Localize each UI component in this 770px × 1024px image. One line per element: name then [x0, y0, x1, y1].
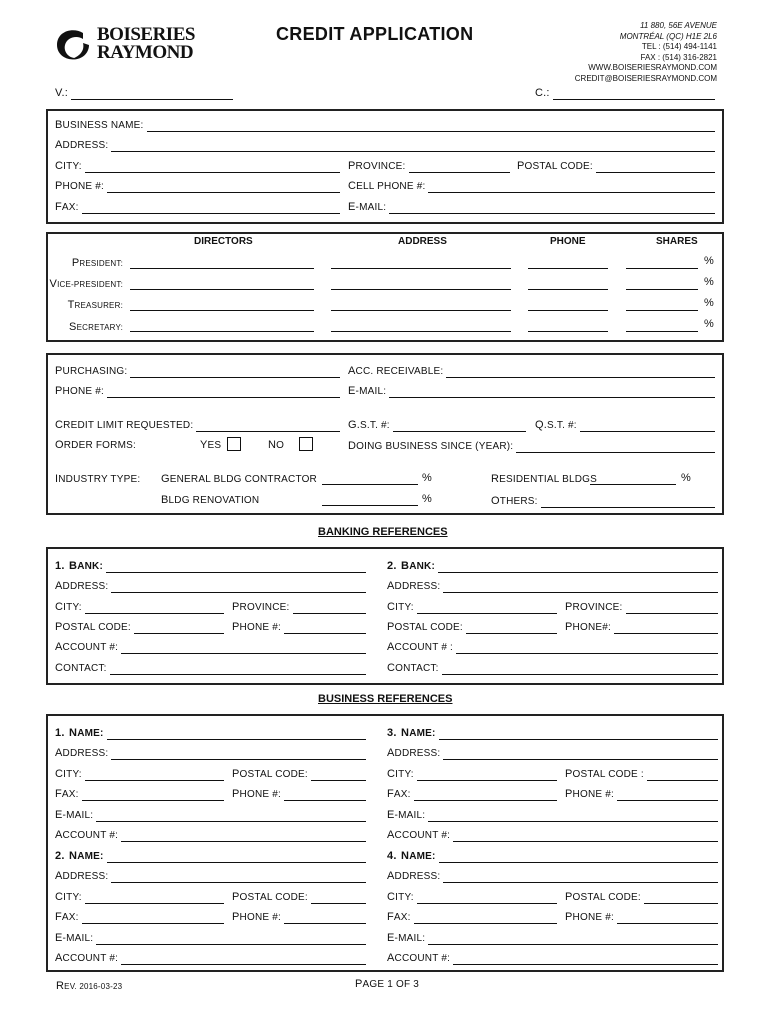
- directors-box: [46, 232, 724, 342]
- business-address-field[interactable]: [55, 138, 715, 152]
- name-label: NAME:: [401, 727, 436, 739]
- ref2-account-field[interactable]: [55, 951, 366, 965]
- secretary-name-line[interactable]: [130, 331, 314, 332]
- address-line[interactable]: [443, 582, 718, 593]
- name-line[interactable]: [107, 729, 366, 740]
- order-forms-label: ORDER FORMS:: [55, 439, 136, 451]
- contact-label: CONTACT:: [55, 662, 107, 674]
- shares-header: SHARES: [656, 236, 698, 247]
- address-line: 11 880, 56E AVENUE: [640, 21, 717, 30]
- province-field[interactable]: [348, 159, 510, 173]
- bank2-address-field[interactable]: [387, 579, 718, 593]
- ref3-email-field[interactable]: [387, 808, 718, 822]
- doing-business-field[interactable]: [348, 439, 715, 453]
- account-label: ACCOUNT #:: [387, 829, 451, 841]
- email-field[interactable]: [348, 200, 715, 214]
- purchasing-line[interactable]: [130, 367, 340, 378]
- phone-label: PHONE #:: [232, 621, 281, 633]
- address-line: CREDIT@BOISERIESRAYMOND.COM: [574, 73, 717, 83]
- purchasing-label: PURCHASING:: [55, 365, 128, 377]
- cell-phone-line[interactable]: [428, 182, 715, 193]
- percent-sign: %: [704, 318, 714, 330]
- percent-sign: %: [704, 276, 714, 288]
- doing-business-line[interactable]: [516, 442, 715, 453]
- account-label: ACCOUNT #:: [55, 952, 119, 964]
- address-line[interactable]: [111, 749, 366, 760]
- email-line[interactable]: [96, 811, 366, 822]
- ref2-email-field[interactable]: [55, 931, 366, 945]
- qst-field[interactable]: [535, 418, 715, 432]
- postal-code-line[interactable]: [134, 623, 224, 634]
- bank1-phone-field[interactable]: [232, 620, 366, 634]
- general-contractor-line[interactable]: [322, 484, 418, 485]
- fax-field[interactable]: [55, 200, 340, 214]
- city-line[interactable]: [85, 770, 224, 781]
- ref1-email-field[interactable]: [55, 808, 366, 822]
- treasurer-address-line[interactable]: [331, 310, 511, 311]
- fax-label: FAX:: [387, 911, 411, 923]
- ref3-account-field[interactable]: [387, 828, 718, 842]
- postal-code-label: POSTAL CODE:: [387, 621, 463, 633]
- province-line[interactable]: [409, 162, 511, 173]
- address-line: MONTRÉAL (QC) H1E 2L6: [619, 31, 717, 41]
- postal-code-line[interactable]: [466, 623, 557, 634]
- bank1-province-field[interactable]: [232, 600, 366, 614]
- vice-president-shares-line[interactable]: [626, 289, 698, 290]
- city-label: CITY:: [387, 891, 414, 903]
- phone-label: PHONE #:: [55, 385, 104, 397]
- ref1-account-field[interactable]: [55, 828, 366, 842]
- name-label: NAME:: [69, 727, 104, 739]
- percent-sign: %: [422, 472, 432, 484]
- acc-receivable-label: ACC. RECEIVABLE:: [348, 365, 444, 377]
- phone-label: PHONE #:: [565, 788, 614, 800]
- bank-label: BANK:: [401, 560, 435, 572]
- city-label: CITY:: [387, 768, 414, 780]
- gst-label: G.S.T. #:: [348, 419, 390, 431]
- postal-code-label: POSTAL CODE:: [517, 160, 593, 172]
- fax-label: FAX:: [387, 788, 411, 800]
- bank-label: BANK:: [69, 560, 103, 572]
- fax-line[interactable]: [414, 913, 557, 924]
- city-label: CITY:: [55, 891, 82, 903]
- account-line[interactable]: [121, 954, 366, 965]
- city-field[interactable]: [55, 159, 340, 173]
- ref2-address-field[interactable]: [55, 869, 366, 883]
- contact-line[interactable]: [442, 664, 718, 675]
- account-label: ACCOUNT #:: [55, 641, 119, 653]
- treasurer-label: TREASURER:: [67, 299, 123, 311]
- company-logo: [53, 25, 213, 65]
- bank1-postal-field[interactable]: [55, 620, 224, 634]
- city-label: CITY:: [387, 601, 414, 613]
- account-label: ACCOUNT #:: [55, 829, 119, 841]
- postal-code-field[interactable]: [517, 159, 715, 173]
- general-contractor-label: GENERAL BLDG CONTRACTOR: [161, 473, 317, 485]
- city-line[interactable]: [85, 603, 224, 614]
- account-line[interactable]: [456, 643, 718, 654]
- fax-label: FAX:: [55, 788, 79, 800]
- phone-line[interactable]: [284, 623, 366, 634]
- vice-president-name-line[interactable]: [130, 289, 314, 290]
- treasurer-name-line[interactable]: [130, 310, 314, 311]
- address-line: FAX : (514) 316-2821: [640, 52, 717, 62]
- purchasing-phone-field[interactable]: [55, 384, 340, 398]
- email-line[interactable]: [428, 811, 718, 822]
- postal-code-label: POSTAL CODE:: [232, 891, 308, 903]
- ref4-number: 4.: [387, 850, 397, 862]
- ref4-account-field[interactable]: [387, 951, 718, 965]
- credit-limit-label: CREDIT LIMIT REQUESTED:: [55, 419, 194, 431]
- ref4-email-field[interactable]: [387, 931, 718, 945]
- credit-limit-field[interactable]: [55, 418, 340, 432]
- account-label: ACCOUNT #:: [387, 952, 451, 964]
- president-shares-line[interactable]: [626, 268, 698, 269]
- business-references-title: BUSINESS REFERENCES: [318, 693, 453, 705]
- ref4-postal-field[interactable]: [565, 890, 718, 904]
- ref3-number: 3.: [387, 727, 397, 739]
- city-label: CITY:: [55, 768, 82, 780]
- name-line[interactable]: [107, 852, 366, 863]
- ref3-address-field[interactable]: [387, 746, 718, 760]
- ref3-postal-field[interactable]: [565, 767, 718, 781]
- yes-checkbox[interactable]: [227, 437, 241, 451]
- phone-line[interactable]: [284, 790, 366, 801]
- fax-line[interactable]: [82, 203, 340, 214]
- phone-line[interactable]: [614, 623, 718, 634]
- ref4-phone-field[interactable]: [565, 910, 718, 924]
- ref1-phone-field[interactable]: [232, 787, 366, 801]
- gst-line[interactable]: [393, 421, 526, 432]
- percent-sign: %: [422, 493, 432, 505]
- province-label: PROVINCE:: [232, 601, 290, 613]
- province-line[interactable]: [626, 603, 719, 614]
- contact-line[interactable]: [110, 664, 366, 675]
- address-label: ADDRESS:: [387, 747, 441, 759]
- address-label: ADDRESS:: [55, 870, 109, 882]
- bank1-account-field[interactable]: [55, 640, 366, 654]
- bank2-line[interactable]: [438, 562, 718, 573]
- ref1-postal-field[interactable]: [232, 767, 366, 781]
- email-label: E-MAIL:: [348, 385, 387, 397]
- others-field[interactable]: [491, 494, 715, 508]
- bank1-number: 1.: [55, 560, 65, 572]
- city-line[interactable]: [85, 893, 224, 904]
- account-label: ACCOUNT # :: [387, 641, 454, 653]
- address-label: ADDRESS:: [55, 139, 109, 151]
- others-line[interactable]: [541, 497, 715, 508]
- c-line[interactable]: [553, 89, 715, 100]
- others-label: OTHERS:: [491, 495, 538, 507]
- secretary-phone-line[interactable]: [528, 331, 608, 332]
- province-label: PROVINCE:: [348, 160, 406, 172]
- ref3-fax-field[interactable]: [387, 787, 557, 801]
- address-label: ADDRESS:: [55, 747, 109, 759]
- bank1-line[interactable]: [106, 562, 366, 573]
- email-label: E-MAIL:: [387, 932, 426, 944]
- address-line[interactable]: [443, 749, 718, 760]
- postal-code-label: POSTAL CODE:: [565, 891, 641, 903]
- email-label: E-MAIL:: [55, 932, 94, 944]
- business-name-label: BUSINESS NAME:: [55, 119, 144, 131]
- ref1-address-field[interactable]: [55, 746, 366, 760]
- postal-code-line[interactable]: [644, 893, 718, 904]
- fax-label: FAX:: [55, 201, 79, 213]
- v-line[interactable]: [71, 89, 233, 100]
- secretary-label: SECRETARY:: [69, 321, 123, 333]
- province-label: PROVINCE:: [565, 601, 623, 613]
- industry-type-label: INDUSTRY TYPE:: [55, 473, 141, 485]
- ref3-phone-field[interactable]: [565, 787, 718, 801]
- ref2-city-field[interactable]: [55, 890, 224, 904]
- postal-code-label: POSTAL CODE:: [232, 768, 308, 780]
- percent-sign: %: [704, 255, 714, 267]
- treasurer-phone-line[interactable]: [528, 310, 608, 311]
- fax-line[interactable]: [82, 913, 224, 924]
- email-label: E-MAIL:: [55, 809, 94, 821]
- purchasing-email-field[interactable]: [348, 384, 715, 398]
- residential-line[interactable]: [590, 484, 676, 485]
- postal-code-line[interactable]: [311, 770, 366, 781]
- residential-label: RESIDENTIAL BLDGS: [491, 473, 598, 485]
- email-label: E-MAIL:: [348, 201, 387, 213]
- doing-business-label: DOING BUSINESS SINCE (YEAR):: [348, 440, 514, 452]
- city-line[interactable]: [417, 770, 557, 781]
- logo-text-2: RAYMOND: [97, 42, 194, 63]
- province-line[interactable]: [293, 603, 367, 614]
- phone-label: PHONE #:: [232, 911, 281, 923]
- secretary-shares-line[interactable]: [626, 331, 698, 332]
- phone-line[interactable]: [284, 913, 366, 924]
- phone-field[interactable]: [55, 179, 340, 193]
- acc-receivable-field[interactable]: [348, 364, 715, 378]
- c-field[interactable]: [535, 86, 715, 100]
- directors-header: DIRECTORS: [194, 236, 253, 247]
- phone-label: PHONE #:: [565, 911, 614, 923]
- city-line[interactable]: [85, 162, 340, 173]
- vice-president-label: VICE-PRESIDENT:: [49, 278, 123, 290]
- bank2-phone-field[interactable]: [565, 620, 718, 634]
- yes-label: YES: [200, 439, 222, 451]
- email-line[interactable]: [389, 387, 715, 398]
- name-line[interactable]: [439, 852, 718, 863]
- name-label: NAME:: [69, 850, 104, 862]
- phone-line[interactable]: [107, 387, 340, 398]
- qst-label: Q.S.T. #:: [535, 419, 577, 431]
- postal-code-label: POSTAL CODE:: [55, 621, 131, 633]
- ref4-address-field[interactable]: [387, 869, 718, 883]
- no-label: NO: [268, 439, 285, 451]
- v-label: V.:: [55, 87, 69, 99]
- account-line[interactable]: [453, 831, 718, 842]
- president-address-line[interactable]: [331, 268, 511, 269]
- ref2-name-field[interactable]: [55, 849, 366, 863]
- address-label: ADDRESS:: [55, 580, 109, 592]
- city-line[interactable]: [417, 603, 557, 614]
- business-name-field[interactable]: [55, 118, 715, 132]
- address-line[interactable]: [443, 872, 718, 883]
- logo-text-1: BOISERIES: [97, 24, 195, 45]
- secretary-address-line[interactable]: [331, 331, 511, 332]
- bank2-province-field[interactable]: [565, 600, 718, 614]
- vice-president-address-line[interactable]: [331, 289, 511, 290]
- address-line: TEL : (514) 494-1141: [641, 42, 717, 51]
- renovation-line[interactable]: [322, 505, 418, 506]
- city-label: CITY:: [55, 160, 82, 172]
- bank2-number: 2.: [387, 560, 397, 572]
- postal-code-line[interactable]: [647, 770, 718, 781]
- business-name-line[interactable]: [147, 121, 716, 132]
- account-line[interactable]: [121, 831, 366, 842]
- vice-president-phone-line[interactable]: [528, 289, 608, 290]
- name-line[interactable]: [439, 729, 718, 740]
- bank1-city-field[interactable]: [55, 600, 224, 614]
- address-line[interactable]: [111, 872, 366, 883]
- treasurer-shares-line[interactable]: [626, 310, 698, 311]
- address-header: ADDRESS: [398, 236, 447, 247]
- address-line[interactable]: [111, 141, 715, 152]
- phone-label: PHONE #:: [55, 180, 104, 192]
- cell-phone-label: CELL PHONE #:: [348, 180, 426, 192]
- bank1-field[interactable]: [55, 559, 366, 573]
- ref2-postal-field[interactable]: [232, 890, 366, 904]
- email-line[interactable]: [96, 934, 366, 945]
- postal-code-line[interactable]: [596, 162, 715, 173]
- president-phone-line[interactable]: [528, 268, 608, 269]
- ref1-number: 1.: [55, 727, 65, 739]
- v-field[interactable]: [55, 86, 233, 100]
- postal-code-line[interactable]: [311, 893, 366, 904]
- president-label: PRESIDENT:: [71, 257, 123, 269]
- ref4-name-field[interactable]: [387, 849, 718, 863]
- phone-line[interactable]: [617, 790, 718, 801]
- percent-sign: %: [681, 472, 691, 484]
- acc-receivable-line[interactable]: [446, 367, 715, 378]
- ref4-city-field[interactable]: [387, 890, 557, 904]
- city-line[interactable]: [417, 893, 557, 904]
- city-label: CITY:: [55, 601, 82, 613]
- phone-header: PHONE: [550, 236, 586, 247]
- address-label: ADDRESS:: [387, 870, 441, 882]
- credit-limit-line[interactable]: [196, 421, 340, 432]
- bank2-postal-field[interactable]: [387, 620, 557, 634]
- address-label: ADDRESS:: [387, 580, 441, 592]
- email-label: E-MAIL:: [387, 809, 426, 821]
- banking-references-title: BANKING REFERENCES: [318, 526, 448, 538]
- ref3-name-field[interactable]: [387, 726, 718, 740]
- postal-code-label: POSTAL CODE :: [565, 768, 644, 780]
- phone-label: PHONE#:: [565, 621, 611, 633]
- fax-line[interactable]: [414, 790, 557, 801]
- address-line: WWW.BOISERIESRAYMOND.COM: [588, 63, 717, 72]
- phone-line[interactable]: [617, 913, 718, 924]
- cell-phone-field[interactable]: [348, 179, 715, 193]
- phone-line[interactable]: [107, 182, 340, 193]
- fax-line[interactable]: [82, 790, 224, 801]
- ref2-number: 2.: [55, 850, 65, 862]
- logo-swirl-icon: [53, 25, 93, 65]
- email-line[interactable]: [428, 934, 718, 945]
- account-line[interactable]: [121, 643, 366, 654]
- ref2-fax-field[interactable]: [55, 910, 224, 924]
- bank2-account-field[interactable]: [387, 640, 718, 654]
- ref2-phone-field[interactable]: [232, 910, 366, 924]
- bank2-city-field[interactable]: [387, 600, 557, 614]
- president-name-line[interactable]: [130, 268, 314, 269]
- fax-label: FAX:: [55, 911, 79, 923]
- company-address: [575, 21, 717, 84]
- ref1-name-field[interactable]: [55, 726, 366, 740]
- contact-label: CONTACT:: [387, 662, 439, 674]
- page-title: CREDIT APPLICATION: [276, 24, 474, 44]
- ref1-city-field[interactable]: [55, 767, 224, 781]
- renovation-label: BLDG RENOVATION: [161, 494, 260, 506]
- bank1-address-field[interactable]: [55, 579, 366, 593]
- address-line[interactable]: [111, 582, 366, 593]
- ref1-fax-field[interactable]: [55, 787, 224, 801]
- percent-sign: %: [704, 297, 714, 309]
- purchasing-field[interactable]: [55, 364, 340, 378]
- bank2-field[interactable]: [387, 559, 718, 573]
- name-label: NAME:: [401, 850, 436, 862]
- c-label: C.:: [535, 87, 550, 99]
- ref3-city-field[interactable]: [387, 767, 557, 781]
- phone-label: PHONE #:: [232, 788, 281, 800]
- revision-date: REV. 2016-03-23: [56, 980, 123, 992]
- page-number: PAGE 1 OF 3: [355, 978, 420, 990]
- email-line[interactable]: [389, 203, 715, 214]
- bank1-contact-field[interactable]: [55, 661, 366, 675]
- bank2-contact-field[interactable]: [387, 661, 718, 675]
- no-checkbox[interactable]: [299, 437, 313, 451]
- gst-field[interactable]: [348, 418, 526, 432]
- account-line[interactable]: [453, 954, 718, 965]
- ref4-fax-field[interactable]: [387, 910, 557, 924]
- qst-line[interactable]: [580, 421, 715, 432]
